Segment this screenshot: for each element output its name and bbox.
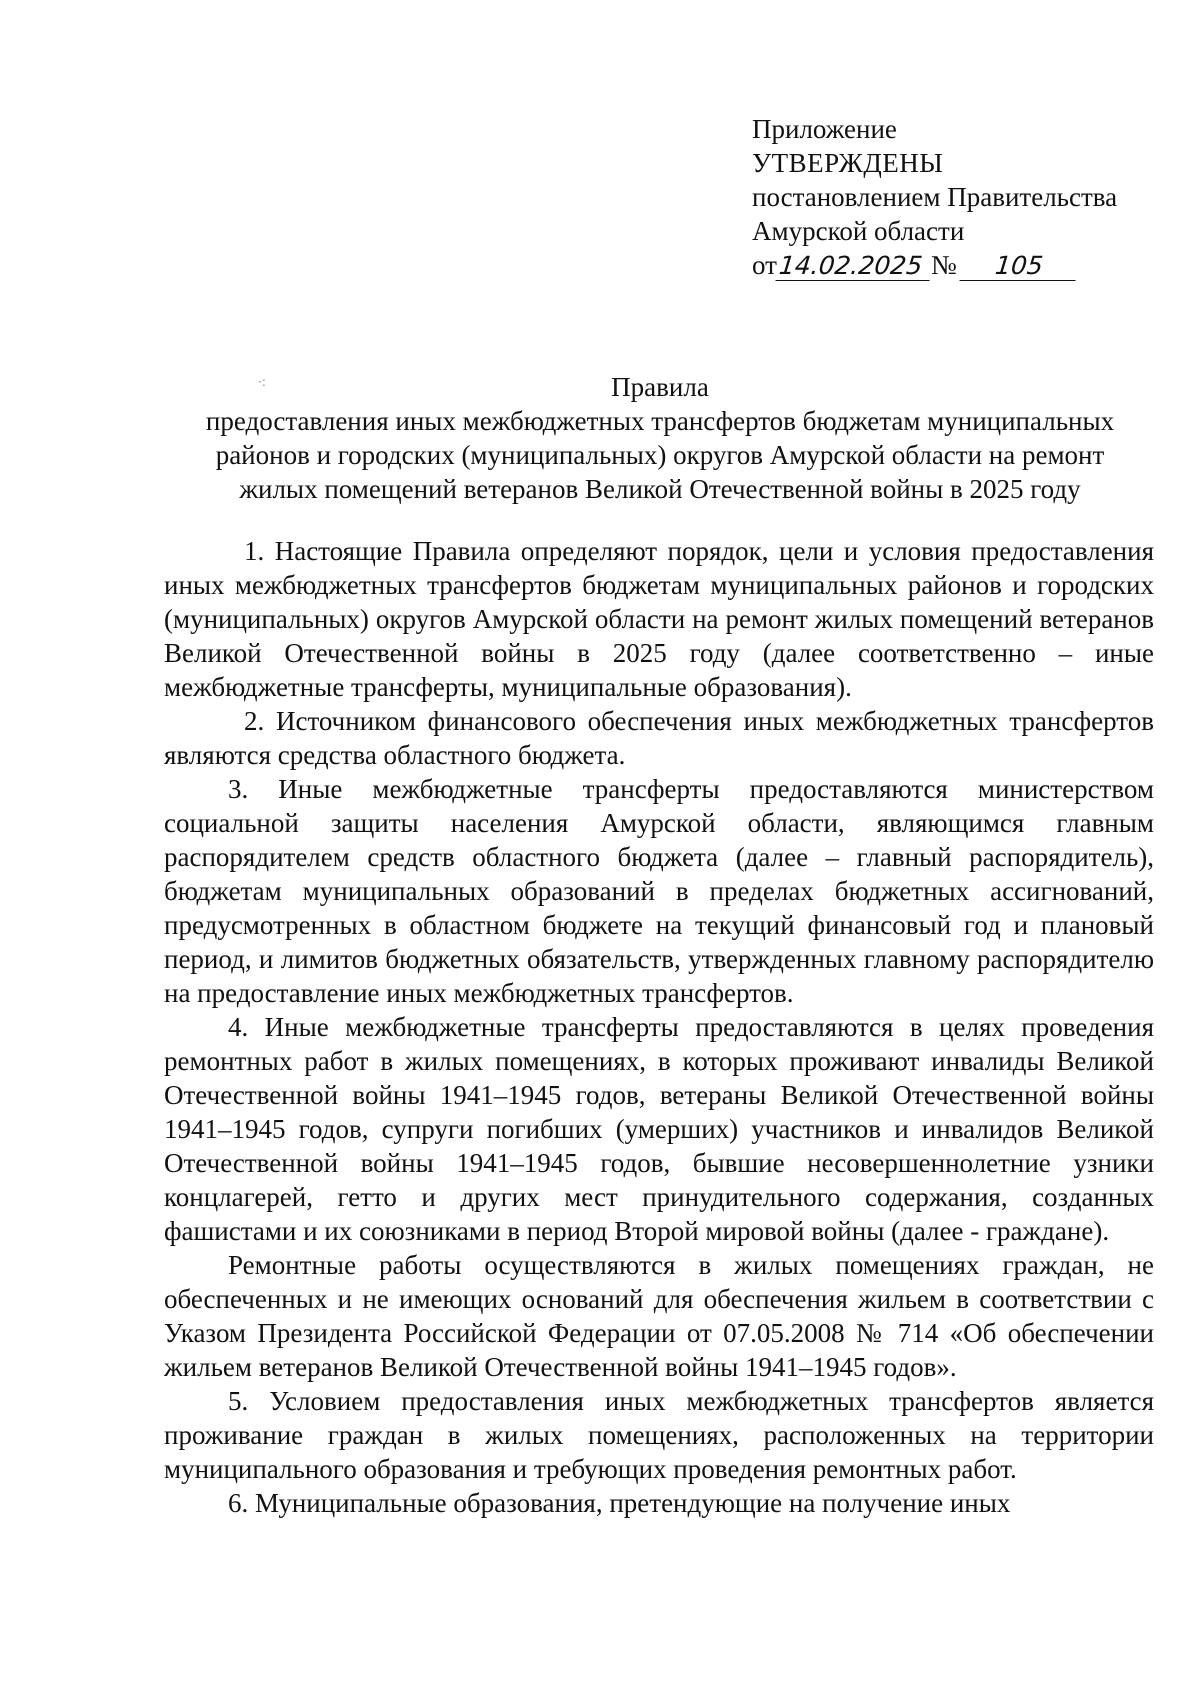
- approval-block: [752, 112, 1152, 282]
- handwritten-date: 14.02.2025: [775, 252, 932, 281]
- scan-artifact: ·:: [258, 375, 266, 389]
- approved-label: УТВЕРЖДЕНЫ: [752, 148, 944, 178]
- paragraph-2: 2. Источником финансового обеспечения иных межбюджетных трансфертов являются средства областного бюджета.: [164, 706, 1154, 770]
- paragraph-6: 6. Муниципальные образования, претендующие на получение иных: [228, 1488, 1011, 1518]
- paragraph-4: 4. Иные межбюджетные трансферты предоставляются в целях проведения ремонтных работ в жилых помещениях, в которых проживают инвалиды Великой Отечественной войны 1941–1945 годов, ветераны Великой Отечественной войны 1941–1945 годов, супруги погибших (умерших) участников и инвалидов Великой Отечественной войны 1941–1945 годов, бывшие несовершеннолетние узники концлагерей, гетто и других мест принудительного содержания, созданных фашистами и их союзниками в период Второй мировой войны (далее - граждане).: [164, 1012, 1154, 1246]
- title-heading: Правила: [611, 372, 709, 402]
- handwritten-number: 105: [959, 252, 1078, 281]
- title-subtitle-line-1: предоставления иных межбюджетных трансфертов бюджетам муниципальных: [205, 406, 1115, 436]
- date-number-line: [752, 248, 1152, 282]
- resolution-label: постановлением Правительства: [752, 182, 1118, 212]
- paragraph-1: 1. Настоящие Правила определяют порядок, цели и условия предоставления иных межбюджетных трансфертов бюджетам муниципальных районов и городских (муниципальных) округов Амурской области на ремонт жилых помещений ветеранов Великой Отечественной войны в 2025 году (далее соответственно – иные межбюджетные трансферты, муниципальные образования).: [164, 536, 1154, 702]
- from-label: от: [752, 250, 777, 280]
- paragraph-3: 3. Иные межбюджетные трансферты предоставляются министерством социальной защиты населения Амурской области, являющимся главным распорядителем средств областного бюджета (далее – главный распорядитель), бюджетам муниципальных образований в пределах бюджетных ассигнований, предусмотренных в областном бюджете на текущий финансовый год и плановый период, и лимитов бюджетных обязательств, утвержденных главному распорядителю на предоставление иных межбюджетных трансфертов.: [164, 774, 1154, 1008]
- document-title: [160, 370, 1160, 506]
- document-body: [164, 534, 1154, 1520]
- region-label: Амурской области: [752, 216, 965, 246]
- number-label: №: [930, 250, 957, 280]
- paragraph-4-continuation: Ремонтные работы осуществляются в жилых помещениях граждан, не обеспеченных и не имеющих оснований для обеспечения жильем в соответствии с Указом Президента Российской Федерации от 07.05.2008 № 714 «Об обеспечении жильем ветеранов Великой Отечественной войны 1941–1945 годов».: [164, 1250, 1154, 1382]
- title-subtitle-line-2: районов и городских (муниципальных) округов Амурской области на ремонт: [215, 440, 1105, 470]
- paragraph-5: 5. Условием предоставления иных межбюджетных трансфертов является проживание граждан в жилых помещениях, расположенных на территории муниципального образования и требующих проведения ремонтных работ.: [164, 1386, 1154, 1484]
- title-subtitle-line-3: жилых помещений ветеранов Великой Отечественной войны в 2025 году: [239, 474, 1081, 504]
- attachment-label: Приложение: [752, 114, 897, 144]
